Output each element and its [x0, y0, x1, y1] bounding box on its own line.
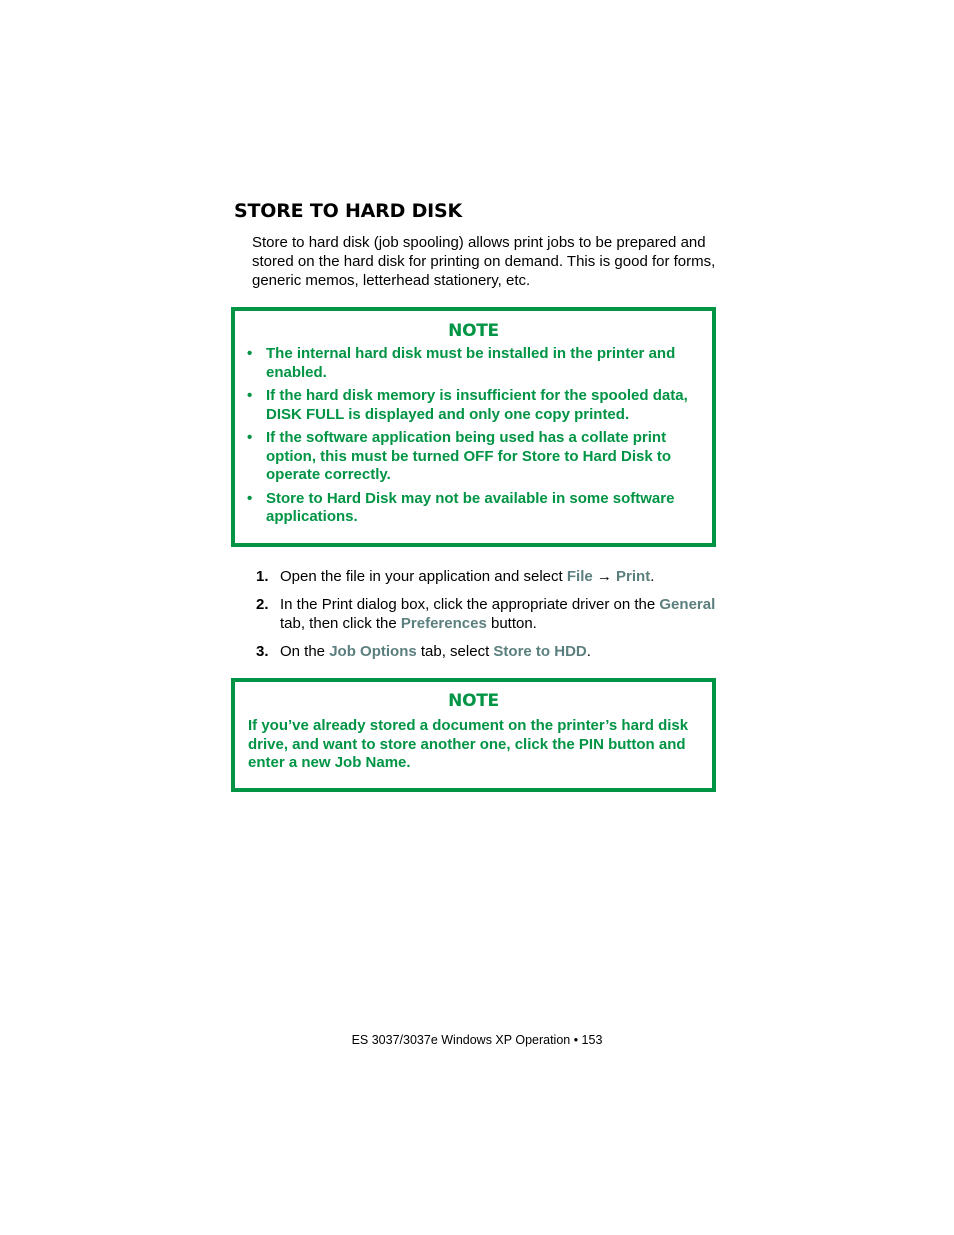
note-item — [235, 490, 712, 527]
step-text: Open the file in your application and select — [280, 568, 567, 585]
step-text: tab, then click the — [280, 615, 401, 632]
bullet-icon: • — [247, 429, 253, 446]
page-footer: ES 3037/3037e Windows XP Operation • 153 — [351, 1033, 603, 1047]
note-item — [235, 387, 712, 424]
step-text: . — [586, 643, 591, 660]
section-title: STORE TO HARD DISK — [234, 200, 463, 222]
step-text: button. — [486, 615, 537, 632]
step-text: In the Print dialog box, click the appropriate driver on the — [280, 596, 660, 613]
bullet-icon: • — [247, 345, 253, 362]
steps-list — [256, 567, 716, 670]
step-number: 1. — [256, 568, 269, 585]
step-text: tab, select — [416, 643, 494, 660]
store-to-hdd-label: Store to HDD — [493, 643, 587, 660]
step-text: On the — [280, 643, 330, 660]
step-item — [256, 567, 716, 586]
general-tab-label: General — [659, 596, 716, 613]
intro-paragraph: Store to hard disk (job spooling) allows print jobs to be prepared and stored on the hard disk for printing on demand. This is good for forms, generic memos, letterhead stationery, etc. — [252, 234, 716, 289]
note-title: NOTE — [448, 691, 499, 711]
step-text: . — [650, 568, 655, 585]
print-menu-label: Print — [616, 568, 651, 585]
note-item — [235, 345, 712, 382]
step-number: 3. — [256, 643, 269, 660]
note-box-requirements — [231, 307, 716, 547]
step-item — [256, 595, 716, 633]
step-number: 2. — [256, 596, 269, 613]
bullet-icon: • — [247, 489, 253, 507]
step-item — [256, 642, 716, 661]
note-title: NOTE — [448, 321, 499, 341]
note-item-text: The internal hard disk must be installed in the printer and enabled. — [266, 345, 676, 381]
arrow-icon: → — [592, 568, 617, 585]
note-item — [235, 429, 712, 485]
file-menu-label: File — [566, 568, 593, 585]
note-item-text: Store to Hard Disk may not be available in some software applications. — [266, 489, 675, 525]
note-item-text: If the software application being used has a collate print option, this must be turned OFF for Store to Hard Disk to operate correctly. — [266, 429, 671, 483]
preferences-button-label: Preferences — [400, 615, 487, 632]
job-options-tab-label: Job Options — [329, 643, 417, 660]
note-box-pin — [231, 678, 716, 792]
note-item-text: If the hard disk memory is insufficient for the spooled data, DISK FULL is displayed and only one copy printed. — [266, 387, 688, 423]
bullet-icon: • — [247, 387, 253, 404]
note-list — [235, 345, 712, 527]
note-text: If you’ve already stored a document on the printer’s hard disk drive, and want to store another one, click the PIN button and enter a new Job Name. — [248, 717, 689, 771]
